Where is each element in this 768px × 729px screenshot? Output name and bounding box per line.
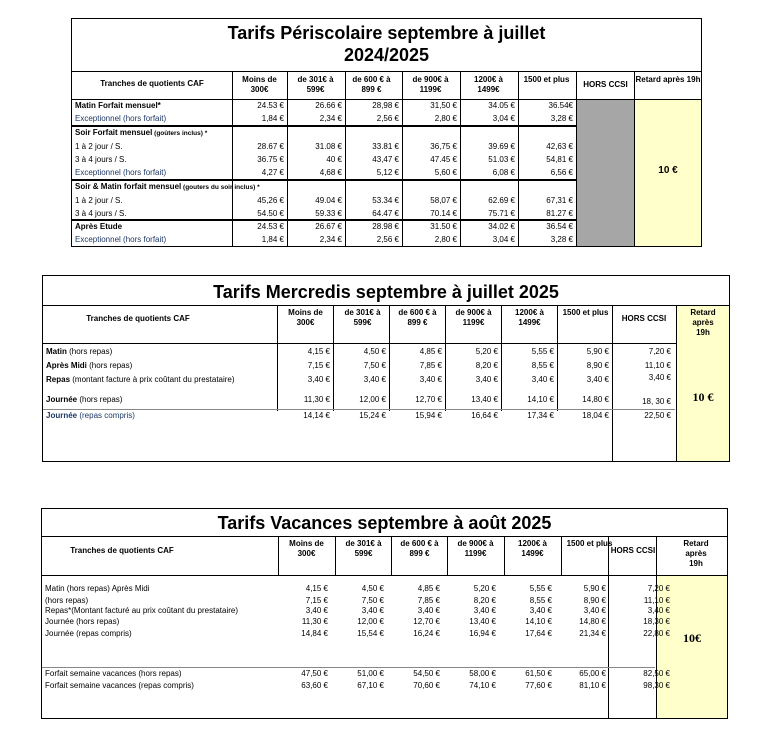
row-label xyxy=(45,629,132,639)
row-label-main: Exceptionnel (hors forfait) xyxy=(75,114,167,123)
price-cell: 26.66 € xyxy=(315,101,342,110)
price-cell: 4,50 € xyxy=(363,347,386,356)
col-header: Moins de 300€ xyxy=(288,308,323,327)
price-cell: 67,10 € xyxy=(357,681,384,690)
price-cell: 36.54 € xyxy=(546,222,573,231)
retard-header: Retard après 19h xyxy=(635,75,701,84)
price-cell: 12,00 € xyxy=(359,395,386,404)
hors-ccsi-cell: 22,50 € xyxy=(644,411,671,420)
price-cell: 28.67 € xyxy=(257,142,284,151)
price-cell: 17,34 € xyxy=(527,411,554,420)
price-cell: 7,85 € xyxy=(417,596,440,605)
col-header: de 900€ à 1199€ xyxy=(455,308,492,327)
price-cell: 3,40 € xyxy=(583,606,606,615)
row-label xyxy=(75,128,207,139)
price-cell: 4,85 € xyxy=(419,347,442,356)
price-cell: 36.75 € xyxy=(257,155,284,164)
price-cell: 54.50 € xyxy=(257,209,284,218)
price-cell: 7,50 € xyxy=(361,596,384,605)
price-cell: 14,10 € xyxy=(527,395,554,404)
price-cell: 63,60 € xyxy=(301,681,328,690)
price-cell: 8,90 € xyxy=(583,596,606,605)
price-cell: 15,54 € xyxy=(357,629,384,638)
row-label xyxy=(45,617,119,627)
price-cell: 8,55 € xyxy=(531,361,554,370)
price-cell: 4,27 € xyxy=(261,168,284,177)
row-label xyxy=(75,101,161,111)
price-cell: 49.04 € xyxy=(315,196,342,205)
price-cell: 7,15 € xyxy=(305,596,328,605)
hors-ccsi-empty xyxy=(577,100,634,246)
tranches-header: Tranches de quotients CAF xyxy=(100,79,204,88)
row-label-main: Journée (hors repas) xyxy=(45,617,120,626)
row-label xyxy=(46,411,135,421)
row-label-main: Soir Forfait mensuel xyxy=(75,128,153,137)
row-label xyxy=(75,168,166,178)
row-label-main: Repas*(Montant facturé au prix coûtant du prestataire) xyxy=(45,606,238,615)
price-cell: 16,24 € xyxy=(413,629,440,638)
price-cell: 3,40 € xyxy=(475,375,498,384)
price-cell: 3,40 € xyxy=(305,606,328,615)
col-header: de 301€ à 599€ xyxy=(344,308,381,327)
hors-ccsi-cell: 82,50 € xyxy=(643,669,670,678)
price-cell: 14,10 € xyxy=(525,617,552,626)
price-cell: 54,50 € xyxy=(413,669,440,678)
price-cell: 81,10 € xyxy=(579,681,606,690)
price-cell: 4,68 € xyxy=(319,168,342,177)
row-label xyxy=(75,182,260,193)
price-cell: 7,15 € xyxy=(307,361,330,370)
price-cell: 62.69 € xyxy=(488,196,515,205)
price-cell: 3,04 € xyxy=(492,235,515,244)
price-cell: 12,70 € xyxy=(413,617,440,626)
hors-ccsi-cell: 22,80 € xyxy=(643,629,670,638)
price-cell: 34.02 € xyxy=(488,222,515,231)
row-label xyxy=(46,395,122,405)
hors-ccsi-cell: 3,40 € xyxy=(647,606,670,615)
row-label-main: 1 à 2 jour / S. xyxy=(75,142,123,151)
price-cell: 2,34 € xyxy=(319,114,342,123)
price-cell: 2,34 € xyxy=(319,235,342,244)
row-label-main: Exceptionnel (hors forfait) xyxy=(75,235,167,244)
row-label-main: Forfait semaine vacances (repas compris) xyxy=(45,681,194,690)
price-cell: 18,04 € xyxy=(582,411,609,420)
price-cell: 3,40 € xyxy=(417,606,440,615)
tranches-header: Tranches de quotients CAF xyxy=(70,546,174,555)
row-label-main: 1 à 2 jour / S. xyxy=(75,196,123,205)
col-header: de 900€ à 1199€ xyxy=(457,539,494,558)
price-cell: 24.53 € xyxy=(257,222,284,231)
col-header: Moins de 300€ xyxy=(242,75,277,94)
row-label-detail: (hors repas) xyxy=(86,361,133,370)
price-cell: 3,40 € xyxy=(361,606,384,615)
row-label xyxy=(45,584,149,594)
price-cell: 26.67 € xyxy=(315,222,342,231)
row-label xyxy=(75,222,122,232)
price-cell: 15,24 € xyxy=(359,411,386,420)
price-cell: 39.69 € xyxy=(488,142,515,151)
col-header: de 600 € à 899 € xyxy=(398,308,437,327)
price-cell: 2,80 € xyxy=(434,235,457,244)
price-cell: 47.45 € xyxy=(430,155,457,164)
price-cell: 58,07 € xyxy=(430,196,457,205)
col-header: 1500 et plus xyxy=(562,308,609,317)
col-header: 1200€ à 1499€ xyxy=(515,308,544,327)
row-label-main: 3 à 4 jours / S. xyxy=(75,155,127,164)
price-cell: 43,47 € xyxy=(372,155,399,164)
price-cell: 28.98 € xyxy=(372,222,399,231)
tranches-header: Tranches de quotients CAF xyxy=(86,314,190,323)
price-cell: 31.50 € xyxy=(430,222,457,231)
price-cell: 3,40 € xyxy=(473,606,496,615)
price-cell: 6,08 € xyxy=(492,168,515,177)
row-label xyxy=(45,606,238,616)
row-label-detail: (repas compris) xyxy=(77,411,135,420)
col-header: de 900€ à 1199€ xyxy=(412,75,449,94)
retard-value: 10€ xyxy=(683,631,701,645)
row-label xyxy=(75,196,123,206)
price-cell: 51,00 € xyxy=(357,669,384,678)
row-label xyxy=(46,375,235,385)
price-cell: 12,70 € xyxy=(415,395,442,404)
price-cell: 5,55 € xyxy=(531,347,554,356)
price-cell: 3,28 € xyxy=(550,114,573,123)
price-cell: 1,84 € xyxy=(261,235,284,244)
price-cell: 5,90 € xyxy=(586,347,609,356)
price-cell: 31.08 € xyxy=(315,142,342,151)
price-cell: 3,40 € xyxy=(419,375,442,384)
price-cell: 3,40 € xyxy=(529,606,552,615)
row-label-main: Matin (hors repas) Après Midi xyxy=(45,584,150,593)
price-cell: 36.54€ xyxy=(548,101,573,110)
price-cell: 5,60 € xyxy=(434,168,457,177)
hors-ccsi-cell: 11,10 € xyxy=(643,596,670,605)
price-cell: 5,20 € xyxy=(473,584,496,593)
row-label-main: Matin xyxy=(46,347,67,356)
price-cell: 2,56 € xyxy=(376,235,399,244)
hors-ccsi-cell: 18, 30 € xyxy=(642,397,671,406)
hors-ccsi-header: HORS CCSI xyxy=(610,546,656,555)
price-cell: 2,80 € xyxy=(434,114,457,123)
price-cell: 47,50 € xyxy=(301,669,328,678)
price-cell: 58,00 € xyxy=(469,669,496,678)
row-label xyxy=(45,681,194,691)
row-label xyxy=(45,669,182,679)
price-cell: 8,90 € xyxy=(586,361,609,370)
col-header: de 301€ à 599€ xyxy=(297,75,334,94)
price-cell: 42,63 € xyxy=(546,142,573,151)
row-label-main: Journée (repas compris) xyxy=(45,629,132,638)
col-header: de 600 € à 899 € xyxy=(400,539,439,558)
price-cell: 17,64 € xyxy=(525,629,552,638)
price-cell: 14,84 € xyxy=(301,629,328,638)
row-label-detail: (montant facture à prix coûtant du prestataire) xyxy=(70,375,235,384)
price-cell: 33.81 € xyxy=(372,142,399,151)
row-label-detail: (gouters du soir inclus) * xyxy=(181,184,260,191)
price-cell: 5,90 € xyxy=(583,584,606,593)
price-cell: 14,14 € xyxy=(303,411,330,420)
price-cell: 65,00 € xyxy=(579,669,606,678)
price-cell: 3,40 € xyxy=(307,375,330,384)
col-header: 1200€ à 1499€ xyxy=(518,539,547,558)
price-cell: 59.33 € xyxy=(315,209,342,218)
row-label xyxy=(46,347,112,357)
col-header: 1200€ à 1499€ xyxy=(474,75,503,94)
row-label-detail: (hors repas) xyxy=(77,395,123,404)
price-cell: 4,15 € xyxy=(307,347,330,356)
periscolaire-table xyxy=(71,18,702,247)
price-cell: 14,80 € xyxy=(582,395,609,404)
price-cell: 64.47 € xyxy=(372,209,399,218)
price-cell: 8,55 € xyxy=(529,596,552,605)
row-label-main: Matin Forfait mensuel* xyxy=(75,101,161,110)
retard-header: Retard après 19h xyxy=(683,539,709,568)
row-label xyxy=(75,209,127,219)
price-cell: 67,31 € xyxy=(546,196,573,205)
row-label-main: Forfait semaine vacances (hors repas) xyxy=(45,669,182,678)
price-cell: 77,60 € xyxy=(525,681,552,690)
price-cell: 2,56 € xyxy=(376,114,399,123)
row-label xyxy=(75,235,166,245)
price-cell: 4,85 € xyxy=(417,584,440,593)
price-cell: 13,40 € xyxy=(469,617,496,626)
row-label-main: (hors repas) xyxy=(45,596,89,605)
row-label-main: Journée xyxy=(46,395,78,404)
price-cell: 36,75 € xyxy=(430,142,457,151)
price-cell: 11,30 € xyxy=(301,617,328,626)
row-label-main: Journée xyxy=(46,411,78,420)
row-label xyxy=(75,114,166,124)
hors-ccsi-cell: 18,30 € xyxy=(643,617,670,626)
price-cell: 51.03 € xyxy=(488,155,515,164)
price-cell: 31,50 € xyxy=(430,101,457,110)
price-cell: 15,94 € xyxy=(415,411,442,420)
price-cell: 13,40 € xyxy=(471,395,498,404)
price-cell: 40 € xyxy=(326,155,342,164)
price-cell: 14,80 € xyxy=(579,617,606,626)
retard-value: 10 € xyxy=(692,390,714,404)
col-header: de 600 € à 899 € xyxy=(352,75,391,94)
hors-ccsi-header: HORS CCSI xyxy=(583,80,628,89)
row-label-detail: (goûters inclus) * xyxy=(152,130,208,137)
hors-ccsi-cell: 3,40 € xyxy=(648,373,671,382)
price-cell: 24.53 € xyxy=(257,101,284,110)
price-cell: 3,40 € xyxy=(586,375,609,384)
hors-ccsi-cell: 11,10 € xyxy=(644,361,671,370)
price-cell: 74,10 € xyxy=(469,681,496,690)
row-label-main: Exceptionnel (hors forfait) xyxy=(75,168,167,177)
price-cell: 3,28 € xyxy=(550,235,573,244)
col-header: de 301€ à 599€ xyxy=(345,539,382,558)
row-label xyxy=(75,155,127,165)
hors-ccsi-cell: 7,20 € xyxy=(648,347,671,356)
price-cell: 1,84 € xyxy=(261,114,284,123)
row-label-main: Repas xyxy=(46,375,71,384)
price-cell: 34.05 € xyxy=(488,101,515,110)
row-label-main: 3 à 4 jours / S. xyxy=(75,209,127,218)
retard-header: Retard après 19h xyxy=(690,308,716,337)
price-cell: 75.71 € xyxy=(488,209,515,218)
price-cell: 8,20 € xyxy=(475,361,498,370)
price-cell: 4,15 € xyxy=(305,584,328,593)
price-cell: 70.14 € xyxy=(430,209,457,218)
row-label xyxy=(46,361,132,371)
retard-value: 10 € xyxy=(658,165,678,176)
price-cell: 5,20 € xyxy=(475,347,498,356)
row-label-main: Soir & Matin forfait mensuel xyxy=(75,182,182,191)
price-cell: 16,94 € xyxy=(469,629,496,638)
row-label-detail: (hors repas) xyxy=(66,347,113,356)
hors-ccsi-header: HORS CCSI xyxy=(621,314,667,323)
periscolaire-title: Tarifs Périscolaire septembre à juillet 2024/2025 xyxy=(227,23,546,65)
price-cell: 61,50 € xyxy=(525,669,552,678)
col-header: 1500 et plus xyxy=(523,75,570,84)
price-cell: 7,85 € xyxy=(419,361,442,370)
price-cell: 3,40 € xyxy=(531,375,554,384)
price-cell: 16,64 € xyxy=(471,411,498,420)
vacances-title: Tarifs Vacances septembre à août 2025 xyxy=(217,513,552,533)
price-cell: 45,26 € xyxy=(257,196,284,205)
price-cell: 81.27 € xyxy=(546,209,573,218)
col-header: Moins de 300€ xyxy=(289,539,324,558)
price-cell: 6,56 € xyxy=(550,168,573,177)
price-cell: 5,55 € xyxy=(529,584,552,593)
col-header: 1500 et plus xyxy=(566,539,613,548)
price-cell: 54,81 € xyxy=(546,155,573,164)
hors-ccsi-cell: 7,20 € xyxy=(647,584,670,593)
price-cell: 3,04 € xyxy=(492,114,515,123)
price-cell: 12,00 € xyxy=(357,617,384,626)
price-cell: 11,30 € xyxy=(303,395,330,404)
mercredis-table xyxy=(42,275,730,462)
vacances-table xyxy=(41,508,728,719)
price-cell: 28,98 € xyxy=(372,101,399,110)
price-cell: 8,20 € xyxy=(473,596,496,605)
price-cell: 70,60 € xyxy=(413,681,440,690)
row-label-main: Après Etude xyxy=(75,222,123,231)
price-cell: 21,34 € xyxy=(579,629,606,638)
row-label xyxy=(45,596,88,606)
price-cell: 7,50 € xyxy=(363,361,386,370)
row-label xyxy=(75,142,123,152)
price-cell: 5,12 € xyxy=(376,168,399,177)
hors-ccsi-cell: 98,30 € xyxy=(643,681,670,690)
row-label-main: Après Midi xyxy=(46,361,87,370)
price-cell: 3,40 € xyxy=(363,375,386,384)
mercredis-title: Tarifs Mercredis septembre à juillet 2025 xyxy=(213,282,559,302)
price-cell: 4,50 € xyxy=(361,584,384,593)
price-cell: 53.34 € xyxy=(372,196,399,205)
